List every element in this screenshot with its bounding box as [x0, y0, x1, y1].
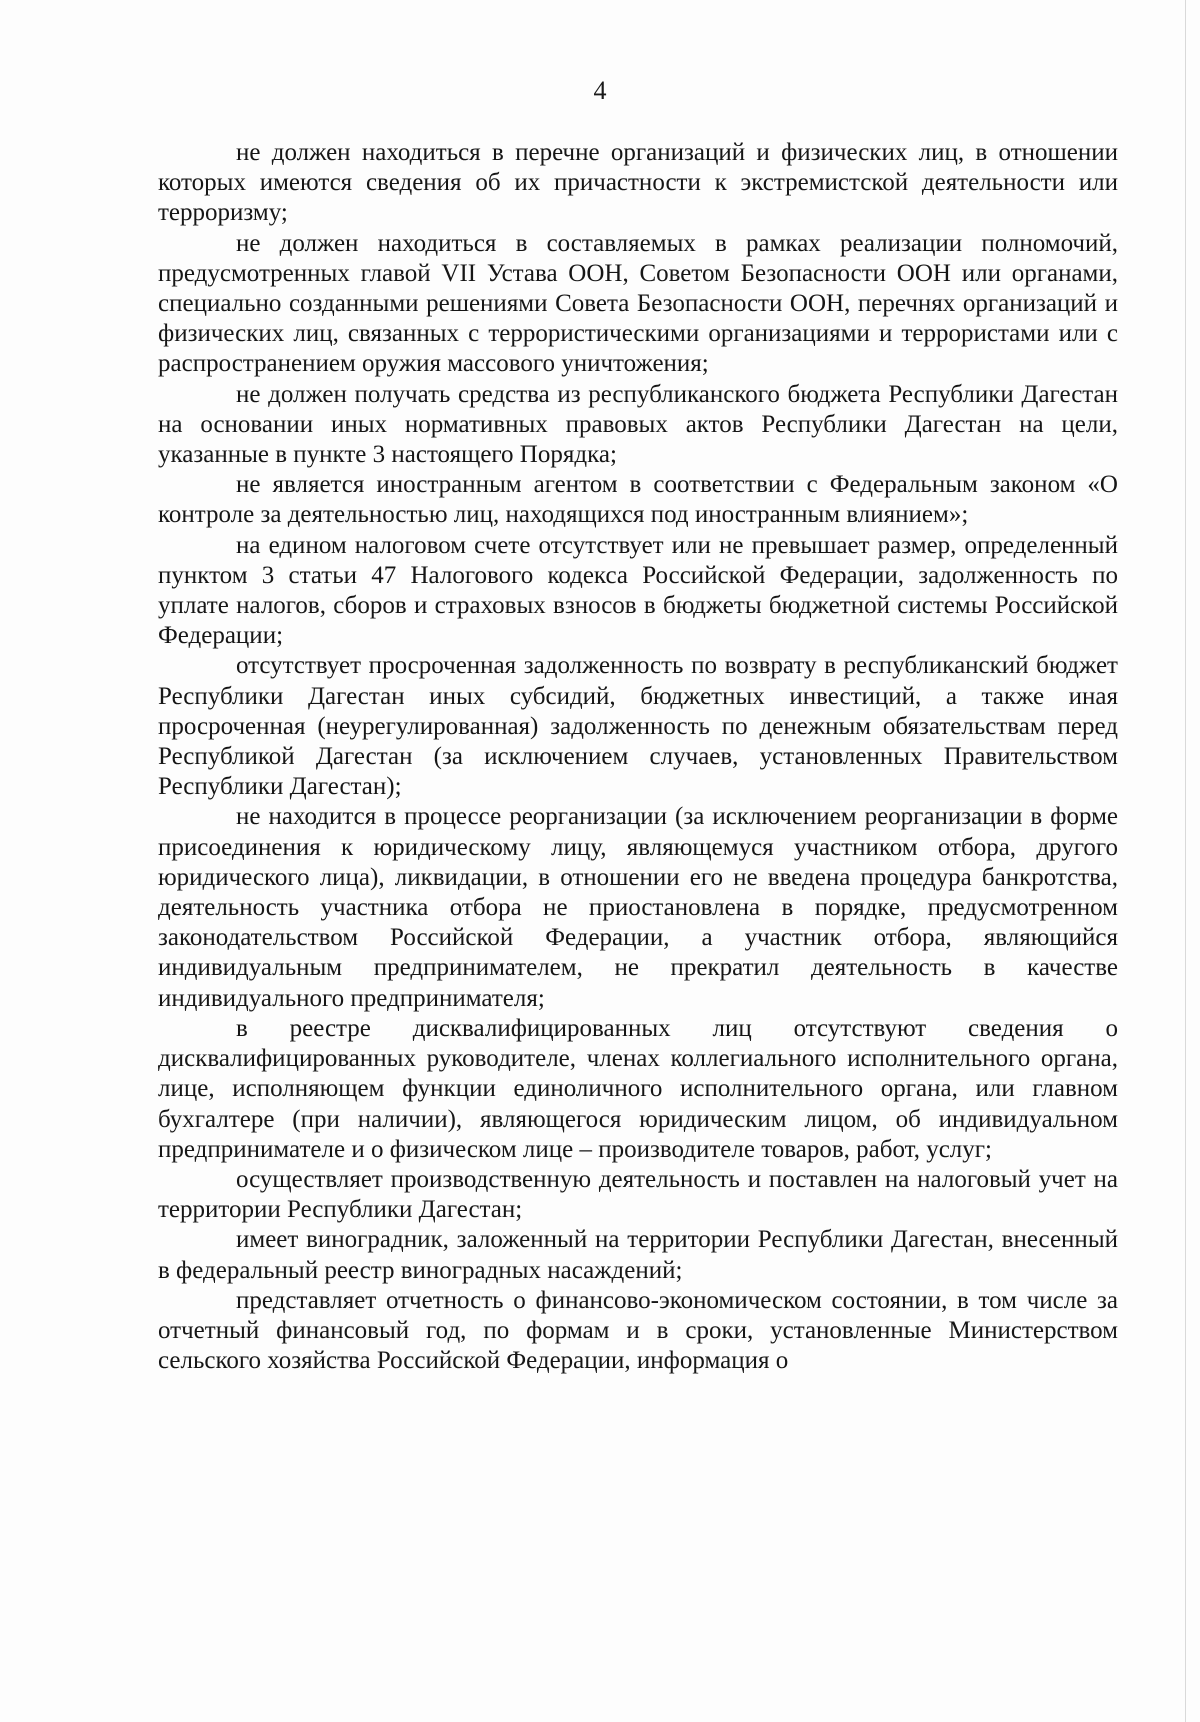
paragraph-not-foreign-agent: не является иностранным агентом в соответствии с Федеральным законом «О контроле за деятельностью лиц, находящихся под иностранным влиянием»;	[158, 471, 1118, 529]
paragraph-overdue-debt: отсутствует просроченная задолженность по возврату в республиканский бюджет Республики Дагестан иных субсидий, бюджетных инвестиций, а также иная просроченная (неурегулированная) задолженность по денежным обязательствам перед Республикой Дагестан (за исключением случаев, установленных Правительством Республики Дагестан);	[158, 652, 1118, 801]
paragraph-tax-debt: на едином налоговом счете отсутствует или не превышает размер, определенный пунктом 3 статьи 47 Налогового кодекса Российской Федерации, задолженность по уплате налогов, сборов и страховых взносов в бюджеты бюджетной системы Российской Федерации;	[158, 531, 1118, 650]
paragraph-extremism-list: не должен находиться в перечне организаций и физических лиц, в отношении которых имеются сведения об их причастности к экстремистской деятельности или терроризму;	[158, 139, 1118, 227]
document-body	[158, 138, 1118, 1376]
paragraph-vineyard: имеет виноградник, заложенный на территории Республики Дагестан, внесенный в федеральный реестр виноградных насаждений;	[158, 1226, 1118, 1284]
paragraph-no-other-budget-funds: не должен получать средства из республиканского бюджета Республики Дагестан на основании иных нормативных правовых актов Республики Дагестан на цели, указанные в пункте 3 настоящего Порядка;	[158, 380, 1118, 469]
scan-edge-line	[1185, 0, 1186, 1722]
page-number: 4	[593, 76, 607, 105]
paragraph-no-reorganization: не находится в процессе реорганизации (за исключением реорганизации в форме присоединения к юридическому лицу, являющемуся участником отбора, другого юридического лица), ликвидации, в отношении его не введена процедура банкротства, деятельность участника отбора не приостановлена в порядке, предусмотренном законодательством Российской Федерации, а участник отбора, являющийся индивидуальным предпринимателем, не прекратил деятельность в качестве индивидуального предпринимателя;	[158, 803, 1118, 1012]
paragraph-un-sanctions-list: не должен находиться в составляемых в рамках реализации полномочий, предусмотренных главой VII Устава ООН, Советом Безопасности ООН или органами, специально созданными решениями Совета Безопасности ООН, перечнях организаций и физических лиц, связанных с террористическими организациями и террористами или с распространением оружия массового уничтожения;	[158, 229, 1118, 378]
paragraph-tax-registration: осуществляет производственную деятельность и поставлен на налоговый учет на территории Республики Дагестан;	[158, 1165, 1118, 1224]
paragraph-reporting: представляет отчетность о финансово-экономическом состоянии, в том числе за отчетный финансовый год, по формам и в сроки, установленные Министерством сельского хозяйства Российской Федерации, информация о	[158, 1286, 1118, 1375]
paragraph-disqualified-registry: в реестре дисквалифицированных лиц отсутствуют сведения о дисквалифицированных руководителе, членах коллегиального исполнительного органа, лице, исполняющем функции единоличного исполнительного органа, или главном бухгалтере (при наличии), являющегося юридическим лицом, об индивидуальном предпринимателе и о физическом лице – производителе товаров, работ, услуг;	[158, 1014, 1118, 1163]
